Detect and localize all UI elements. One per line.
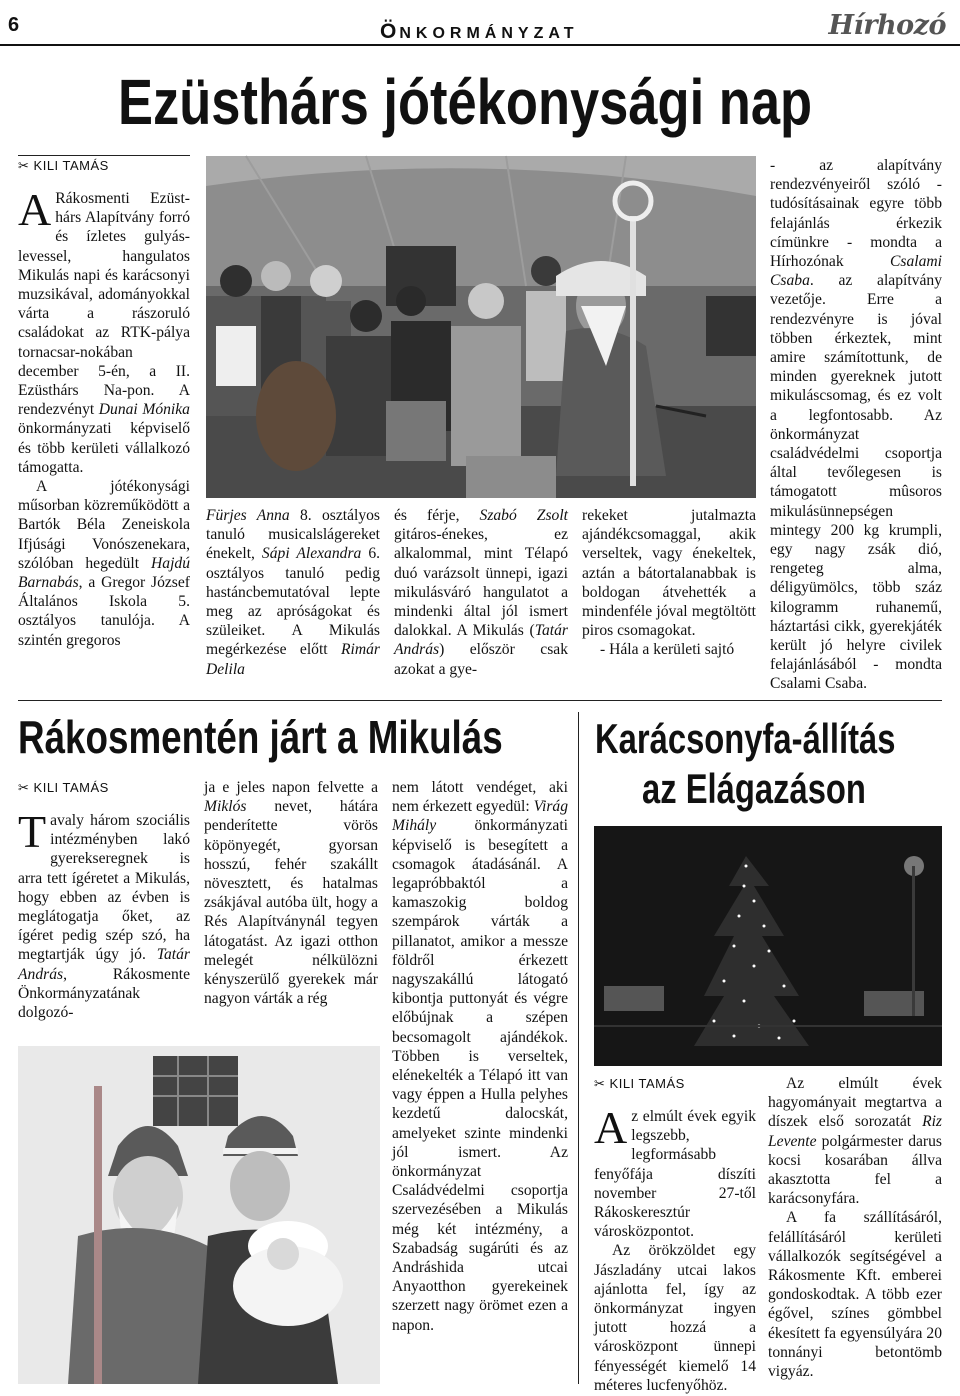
drop-cap: A [594, 1102, 628, 1153]
santa-photo [18, 1046, 380, 1384]
masthead-logo: Hírhozó [828, 10, 946, 41]
christmas-tree-photo [594, 826, 942, 1066]
article2-headline: Rákosmentén járt a Mikulás [18, 711, 503, 763]
article3-column-2: Az elmúlt évek hagyományait megtartva a díszek első sorozatát Riz Levente polgármester darus kocsi kosarában állva akasztotta fel a karácsonyfára. A fa szállításáról, felállításáról kerületi vállalkozók segítségével a Rákosmente Kft. emberei gondoskodtak. A több ezer égővel, színes gömbbel ékesített fa egyensúlyára 20 tonnányi betontömb vigyáz. [768, 1075, 942, 1381]
drop-cap: T [18, 806, 47, 857]
article2-column-1: ✂ KILI TAMÁS Tavaly három szociális intézményben lakó gyerekseregnek is arra tett ígéretet a Mikulás, hogy ebben az évben is meglátogatja őket, az ígéret pedig szép szó, ha megtartják úgy jó. Tatár András, Rákosmente Önkormányzatának dolgozó- [18, 780, 190, 1022]
scissors-icon: ✂ [594, 1076, 606, 1091]
byline-rule [18, 155, 190, 156]
drop-cap: A [18, 184, 52, 235]
article1-column-5: - az alapítvány rendezvényeiről szóló - tudósításainak egyre több felajánlás érkezik címünkre - mondta a Hírhozónak Csalami Csaba. az alapítvány vezetője. Erre a rendezvényre is jóval többen érkeztek, mint amire számítottunk, de minden gyereknek jutott mikuláscsomag, és ez volt a legfontosabb. Az önkormányzat családvédelmi csoportja által tevőlegesen is támogatott mûsoros mikulásünnepségen mintegy 200 kg krumpli, egy nagy zsák dió, rengeteg alma, déligyümölcs, több száz kilogramm ruhanemű, háztartási cikk, gyerekjáték került jó helyre civilek felajánlásából - mondta Csalami Csaba. [770, 157, 942, 693]
article3-headline-line1: Karácsonyfa-állítás [595, 715, 896, 762]
column-divider [578, 712, 579, 1384]
article1-column-4: rekeket jutalmazta ajándékcsomaggal, akik verseltek, vagy énekeltek, aztán a bátortalanabbak is boldogan átvehették a mindenféle jóval megtöltött piros csomagokat. - Hála a kerületi sajtó [582, 507, 756, 659]
article2-column-2: ja e jeles napon felvette a Miklós nevet, hátára penderítette vörös köpönyegét, gyorsan hosszú, fehér szakállt növesztett, és hatalmas zsákjával autóba ült, hogy a Rés Alapítványnál tegyen látogatást. Az igazi otthon melegét nélkülözni kényszerülő gyerekek már nagyon várták a rég [204, 779, 378, 1008]
section-divider [18, 700, 942, 701]
article2-column-3: nem látott vendéget, aki nem érkezett egyedül: Virág Mihály önkormányzati képviselő is besegített a csomagok átadásánál. A legapróbbaktól a kamaszokig boldog szempárok várták a pillanatot, amikor a messze földről érkezett nagyszakállú látogató kibontja puttonyát és végre előbújnak a szépen becsomagolt ajándékok. Többen is verseltek, elénekelték a Télapó itt van vagy éppen a Hulla pelyhes kezdetű dalocskát, amelyeket szinte mindenki jól ismert. Az önkormányzat Családvédelmi csoportja szervezésében a Mikulás még két intézmény, a Szabadság sugárúti és az Andráshida utcai Anyaotthon gyerekeinek szerzett nagy örömet ezen a napon. [392, 779, 568, 1334]
article1-column-1: ✂ KILI TAMÁS A Rákosmenti Ezüst-hárs Alapítvány forró és ízletes gulyás-levessel, hangulatos Mikulás napi és karácsonyi muzsikával, adományokkal várta a rászoruló családokat az RTK-pálya tornacsar-nokában december 5-én, a II. Ezüsthárs Na-pon. A rendezvényt Dunai Mónika önkormányzati képviselő és több kerületi vállalkozó támogatta. A jótékonysági műsorban közreműködött a Bartók Béla Zeneiskola Ifjúsági Vonószenekara, szólóban hegedült Hajdú Barnabás, a Gregor József Általános Iskola 5. osztályos tanulója. A szintén gregoros [18, 158, 190, 649]
section-title: ÖNKORMÁNYZAT [380, 20, 579, 43]
page-number: 6 [8, 14, 20, 36]
byline: ✂ KILI TAMÁS [594, 1076, 685, 1091]
article3-column-1: ✂ KILI TAMÁS Az elmúlt évek egyik legszebb, legformásabb fenyőfája díszíti november 27-től Rákoskeresztúr városközpontot. Az örökzöldet egy Jászladány utcai lakos ajánlotta fel, így az önkormányzat ingyen jutott hozzá a városközpont ünnepi fényességét kiemelő 14 méteres lucfenyőhöz. [594, 1076, 756, 1394]
scissors-icon: ✂ [18, 780, 30, 795]
article1-column-2: Fürjes Anna 8. osztályos tanuló musicalslágereket énekelt, Sápi Alexandra 6. osztályos tanuló pedig hastáncbemutatóval lepte meg az apróságokat és szüleiket. A Mikulás megérkezése előtt Rimár Delila [206, 507, 381, 678]
byline: ✂ KILI TAMÁS [18, 780, 109, 795]
concert-photo [206, 156, 756, 498]
byline: ✂ KILI TAMÁS [18, 158, 109, 173]
scissors-icon: ✂ [18, 158, 30, 173]
article1-headline: Ezüsthárs jótékonysági nap [118, 66, 813, 138]
article3-headline-line2: az Elágazáson [642, 765, 866, 812]
article1-column-3: és férje, Szabó Zsolt gitáros-énekes, ez alkalommal, mint Télapó duó varázsolt ünnepi, igazi mikulásváró hangulatot a mindenki által jól ismert dalokkal. A Mikulás (Tatár András) először csak azokat a gye- [394, 507, 568, 678]
page-header [0, 0, 960, 46]
